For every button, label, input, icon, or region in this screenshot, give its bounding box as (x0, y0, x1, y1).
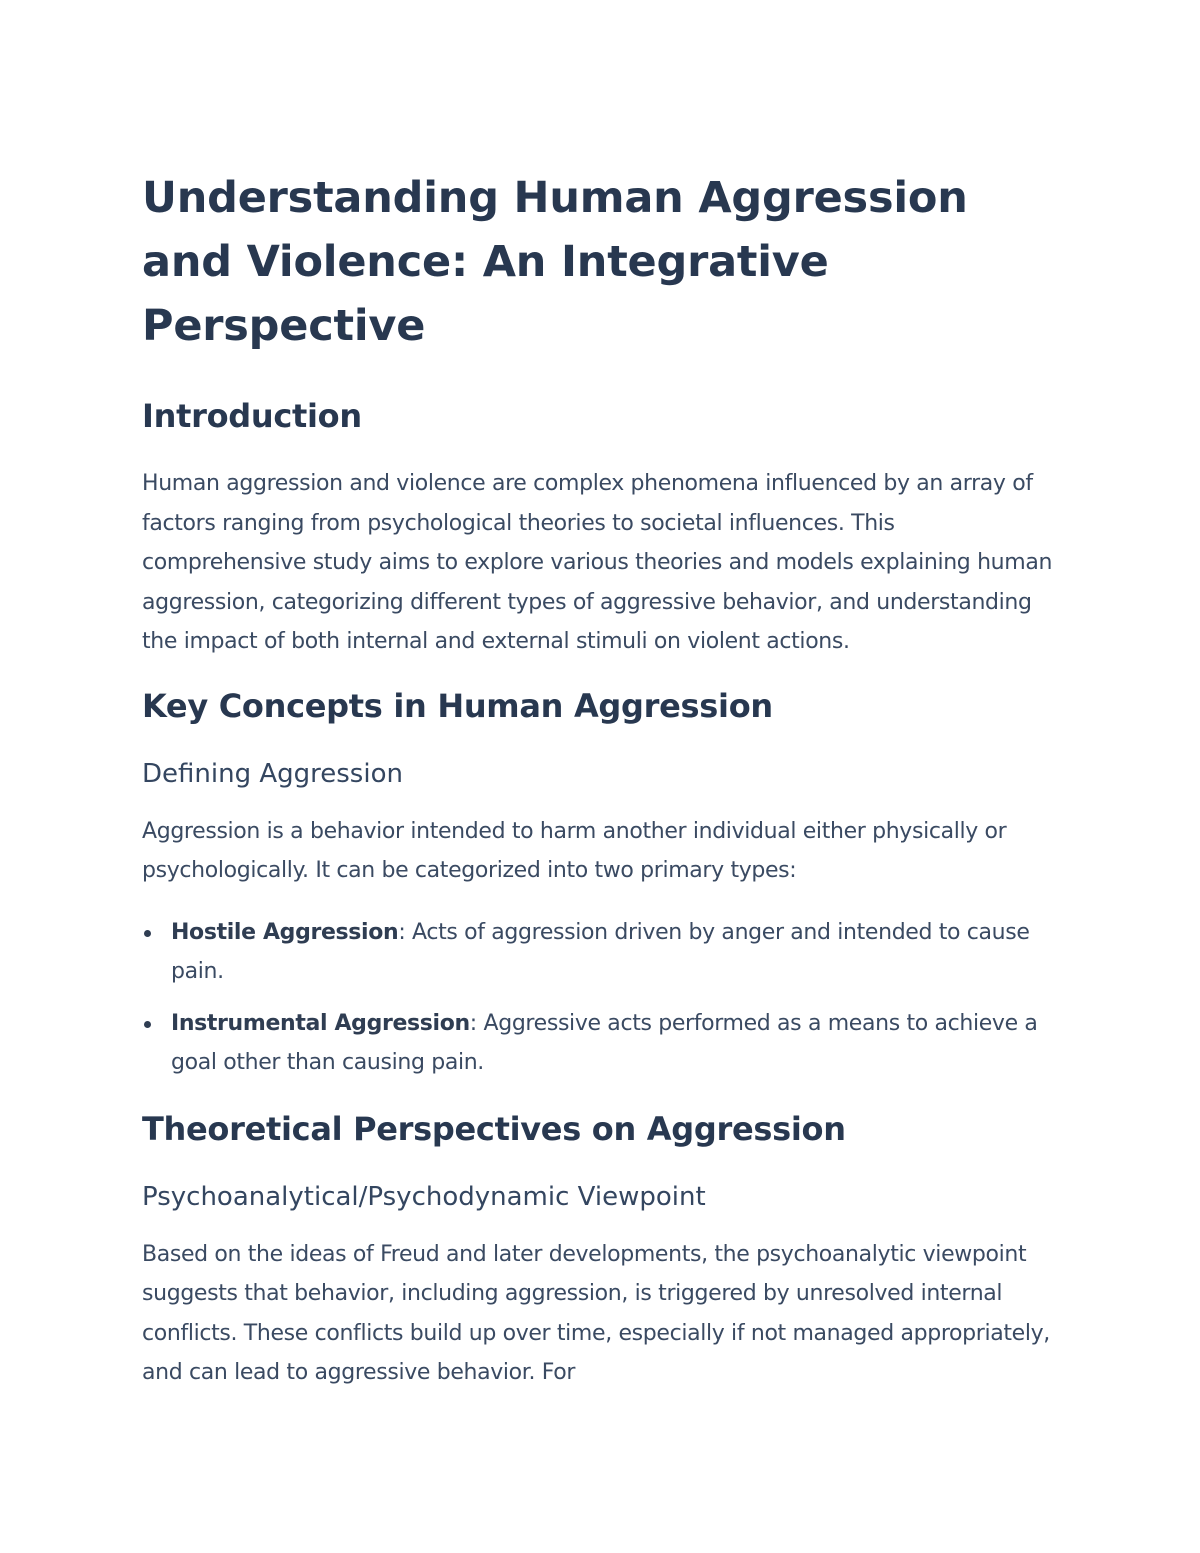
bullet-icon (144, 930, 151, 937)
list-item-hostile-aggression (142, 913, 1058, 992)
introduction-heading: Introduction (142, 397, 362, 435)
list-item-description: : Aggressive acts performed as a means to achieve a goal other than causing pain. (171, 1010, 1038, 1075)
list-item-description: : Acts of aggression driven by anger and intended to cause pain. (171, 919, 1030, 984)
key-concepts-heading: Key Concepts in Human Aggression (142, 686, 773, 725)
psychoanalytic-paragraph: Based on the ideas of Freud and later developments, the psychoanalytic viewpoint suggests that behavior, including aggression, is triggered by unresolved internal conflicts. These conflicts build up over time, especially if not managed appropriately, and can lead to aggressive behavior. For (142, 1241, 1050, 1385)
list-item-instrumental-aggression (142, 1004, 1058, 1083)
bullet-icon (144, 1021, 151, 1028)
list-item-term: Hostile Aggression (171, 919, 399, 945)
defining-aggression-paragraph: Aggression is a behavior intended to harm another individual either physically or psychologically. It can be categorized into two primary types: (142, 818, 1007, 883)
theoretical-perspectives-heading: Theoretical Perspectives on Aggression (142, 1109, 846, 1148)
psychoanalytic-heading: Psychoanalytical/Psychodynamic Viewpoint (142, 1181, 706, 1212)
list-item-term: Instrumental Aggression (171, 1010, 470, 1036)
document-title: Understanding Human Aggression and Violence: An Integrative Perspective (142, 173, 968, 351)
aggression-types-list (142, 913, 1058, 1083)
introduction-paragraph: Human aggression and violence are complex phenomena influenced by an array of factors ranging from psychological theories to societal influences. This comprehensive study aims to explore various theories and models explaining human aggression, categorizing different types of aggressive behavior, and understanding the impact of both internal and external stimuli on violent actions. (142, 471, 1053, 654)
defining-aggression-heading: Defining Aggression (142, 758, 403, 789)
